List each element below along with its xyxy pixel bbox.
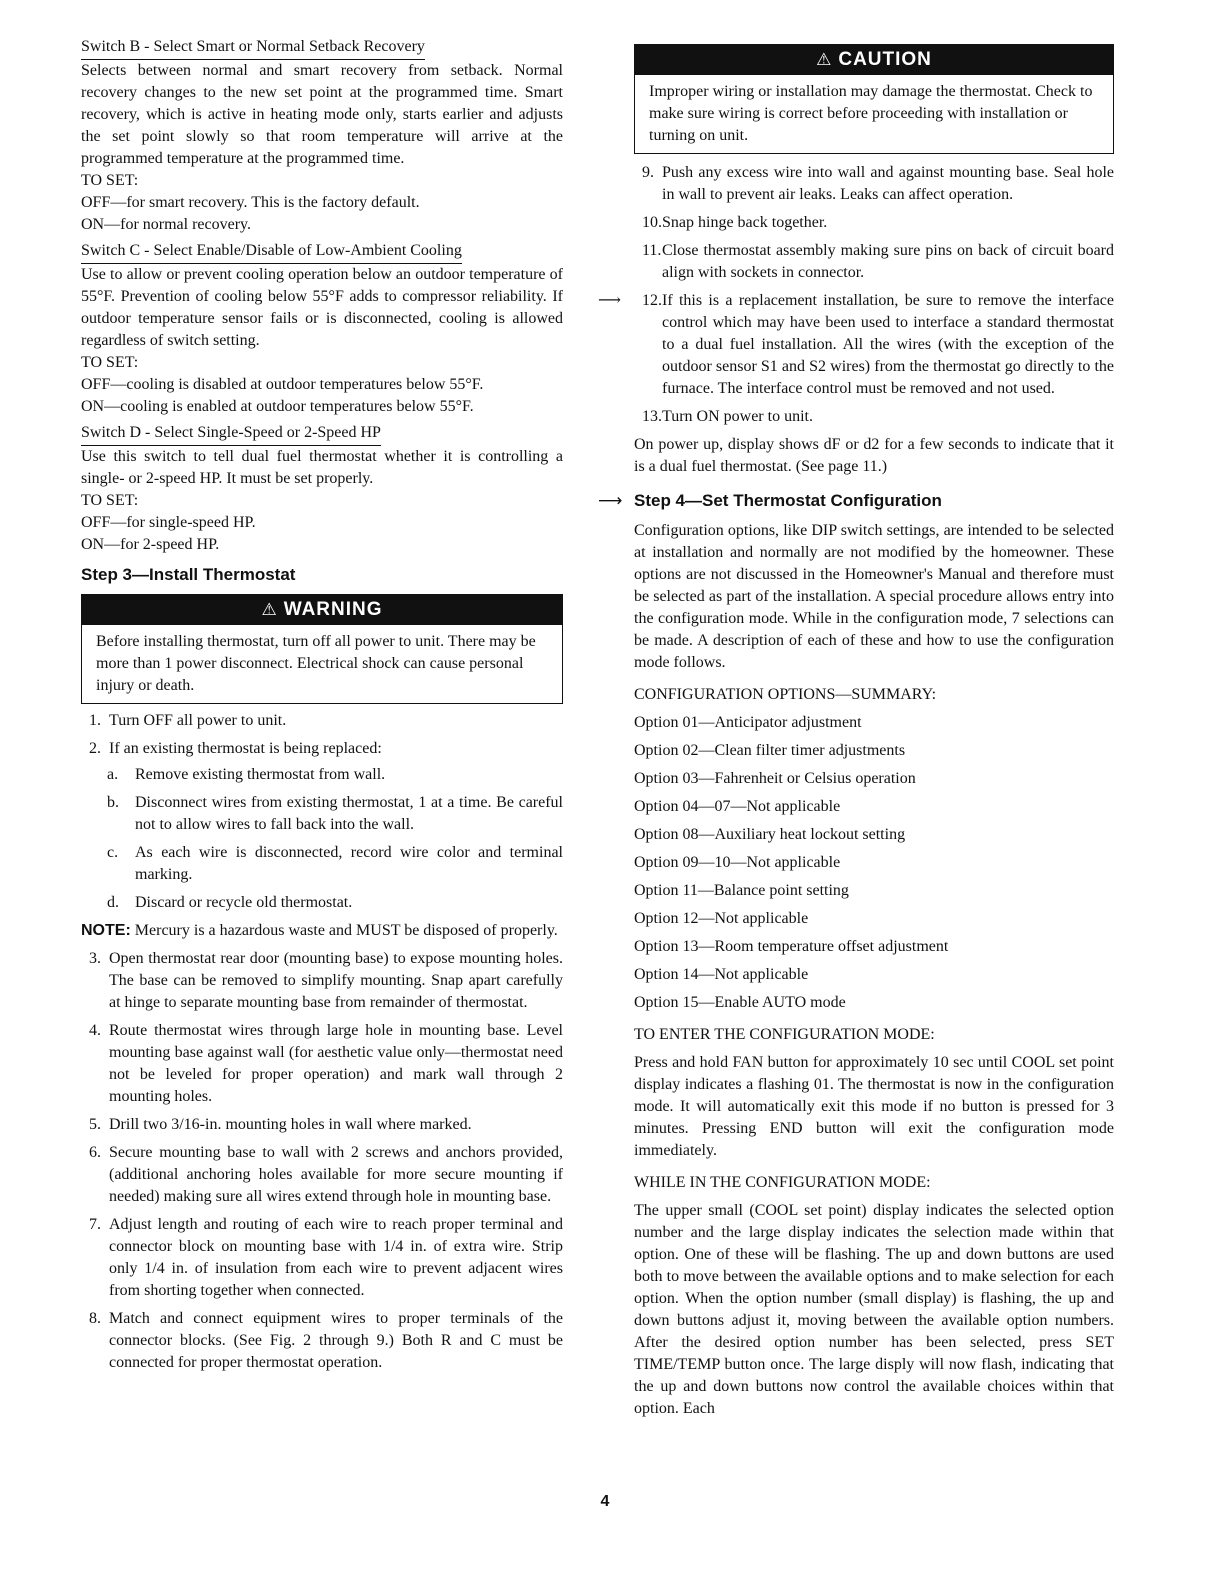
switch-b-to-set: TO SET: <box>81 172 139 189</box>
switch-b-off: OFF—for smart recovery. This is the factory default. <box>81 194 420 211</box>
list-item: 5. Drill two 3/16-in. mounting holes in wall where marked. <box>89 1116 472 1133</box>
switch-c-off: OFF—cooling is disabled at outdoor temperatures below 55°F. <box>81 376 484 393</box>
warning-label: WARNING <box>283 599 383 620</box>
list-item: b. Disconnect wires from existing thermostat, 1 at a time. Be careful not to allow wires to fall back into the wall. <box>107 794 563 833</box>
install-substeps <box>81 764 563 914</box>
page-number: 4 <box>600 1493 610 1510</box>
list-item: Option 11—Balance point setting <box>634 882 849 899</box>
revision-arrow-icon: ⟶ <box>598 292 621 309</box>
list-item: a. Remove existing thermostat from wall. <box>107 766 386 783</box>
list-item: Option 15—Enable AUTO mode <box>634 994 846 1011</box>
list-item: Option 02—Clean filter timer adjustments <box>634 742 906 759</box>
enter-config-heading: TO ENTER THE CONFIGURATION MODE: <box>634 1026 935 1043</box>
list-item: 10. Snap hinge back together. <box>642 214 828 231</box>
power-up-text: On power up, display shows dF or d2 for a few seconds to indicate that it is a dual fuel thermostat. (See page 11.) <box>634 436 1114 475</box>
mercury-note <box>81 920 563 942</box>
left-column <box>81 36 563 1380</box>
list-item: ⟶ 12. If this is a replacement installation, be sure to remove the interface control which may have been used to interface a standard thermostat to a dual fuel installation. All the wires (with the exception of the outdoor sensor S1 and S2 wires) from the thermostat go directly to the furnace. The interface control must be removed and not used. <box>598 292 1114 397</box>
list-item: 2. If an existing thermostat is being replaced: a. Remove existing thermostat from wall. b. Disconnect wires from existing thermostat, 1 at a time. Be careful not to allow wires to fall back into the wall. c. As each wire is disconnected, record wire color and terminal marking. d. Discard or recycle old thermostat. <box>81 738 563 914</box>
right-column <box>598 44 1114 1420</box>
list-item: 11. Close thermostat assembly making sure pins on back of circuit board align with sockets in connector. <box>642 242 1114 281</box>
note-text: Mercury is a hazardous waste and MUST be disposed of properly. <box>134 922 558 939</box>
switch-d-to-set: TO SET: <box>81 492 139 509</box>
note-label: NOTE: <box>81 922 131 939</box>
install-steps-3-8 <box>81 948 563 1374</box>
caution-bar <box>635 45 1113 75</box>
switch-d-on: ON—for 2-speed HP. <box>81 536 220 553</box>
switch-b-description: Selects between normal and smart recovery from setback. Normal recovery changes to the new set point at the programmed time. Smart recovery, which is active in heating mode only, starts earlier and adjusts the set point slowly so that room temperature will arrive at the programmed temperature at the programmed time. <box>81 62 563 167</box>
warning-bar <box>82 595 562 625</box>
while-config-text: The upper small (COOL set point) display indicates the selected option number and the large display indicates the selection made within that option. One of these will be flashing. The up and down buttons are used both to move between the available options and to make selection for each option. When the option number (small display) is flashing, the up and down buttons adjust it, moving between the available option numbers. After the desired option number has been selected, press SET TIME/TEMP button once. The large disply will now flash, indicating that the up and down buttons now control the available choices within that option. Each <box>634 1202 1114 1417</box>
list-item: 7. Adjust length and routing of each wire to reach proper terminal and connector block on mounting base with 1/4 in. of extra wire. Strip only 1/4 in. of insulation from each wire to prevent adjacent wires from shorting together when connected. <box>89 1216 563 1299</box>
while-config-heading: WHILE IN THE CONFIGURATION MODE: <box>634 1174 931 1191</box>
list-item: 3. Open thermostat rear door (mounting base) to expose mounting holes. The base can be removed to simplify mounting. Snap apart carefully at hinge to separate mounting base from remainder of thermostat. <box>89 950 563 1011</box>
switch-b-on: ON—for normal recovery. <box>81 216 252 233</box>
list-item: Option 03—Fahrenheit or Celsius operation <box>634 770 916 787</box>
caution-box <box>634 44 1114 154</box>
switch-c-on: ON—cooling is enabled at outdoor temperatures below 55°F. <box>81 398 474 415</box>
list-item: Option 04—07—Not applicable <box>634 798 841 815</box>
switch-c-heading: Switch C - Select Enable/Disable of Low-Ambient Cooling <box>81 240 462 264</box>
switch-d-description: Use this switch to tell dual fuel thermostat whether it is controlling a single- or 2-speed HP. It must be set properly. <box>81 448 563 487</box>
step-3-heading: Step 3—Install Thermostat <box>81 565 296 584</box>
switch-b-heading: Switch B - Select Smart or Normal Setback Recovery <box>81 36 425 60</box>
warning-box <box>81 594 563 704</box>
step-4-heading: ⟶ Step 4—Set Thermostat Configuration <box>598 491 942 510</box>
switch-d-heading: Switch D - Select Single-Speed or 2-Speed HP <box>81 422 381 446</box>
list-item: Option 14—Not applicable <box>634 966 809 983</box>
options-list <box>634 712 1114 1014</box>
enter-config-text: Press and hold FAN button for approximately 10 sec until COOL set point display indicates a flashing 01. The thermostat is now in the configuration mode. It will automatically exit this mode if no button is pressed for 3 minutes. Pressing END button will exit the configuration mode immediately. <box>634 1054 1114 1159</box>
list-item: Option 01—Anticipator adjustment <box>634 714 862 731</box>
install-steps-1-2 <box>81 710 563 914</box>
list-item: Option 13—Room temperature offset adjustment <box>634 938 949 955</box>
list-item: 6. Secure mounting base to wall with 2 screws and anchors provided, (additional anchoring holes available for more secure mounting if needed) making sure all wires extend through hole in mounting base. <box>89 1144 563 1205</box>
list-item: c. As each wire is disconnected, record wire color and terminal marking. <box>107 844 563 883</box>
switch-c-to-set: TO SET: <box>81 354 139 371</box>
switch-c-description: Use to allow or prevent cooling operation below an outdoor temperature of 55°F. Prevention of cooling below 55°F adds to compressor reliability. If outdoor temperature sensor fails or is disconnected, cooling is allowed regardless of switch setting. <box>81 266 563 349</box>
caution-label: CAUTION <box>838 49 932 70</box>
list-item: d. Discard or recycle old thermostat. <box>107 894 353 911</box>
revision-arrow-icon: ⟶ <box>598 491 623 510</box>
warning-text: Before installing thermostat, turn off all power to unit. There may be more than 1 power disconnect. Electrical shock can cause personal injury or death. <box>96 633 536 694</box>
list-item: 9. Push any excess wire into wall and against mounting base. Seal hole in wall to prevent air leaks. Leaks can affect operation. <box>642 164 1114 203</box>
list-item: 13. Turn ON power to unit. <box>642 408 813 425</box>
install-steps-9-13 <box>598 162 1114 428</box>
options-summary-heading: CONFIGURATION OPTIONS—SUMMARY: <box>634 686 937 703</box>
list-item: 8. Match and connect equipment wires to proper terminals of the connector blocks. (See Fig. 2 through 9.) Both R and C must be connected for proper thermostat operation. <box>89 1310 563 1371</box>
switch-d-off: OFF—for single-speed HP. <box>81 514 256 531</box>
warning-triangle-icon: ⚠ <box>261 600 278 619</box>
list-item: Option 08—Auxiliary heat lockout setting <box>634 826 906 843</box>
caution-triangle-icon: ⚠ <box>816 50 833 69</box>
list-item: Option 09—10—Not applicable <box>634 854 841 871</box>
step-4-description: Configuration options, like DIP switch settings, are intended to be selected at installation and normally are not modified by the homeowner. These options are not discussed in the Homeowner's Manual and therefore must be selected as part of the installation. A special procedure allows entry into the configuration mode. While in the configuration mode, 7 selections can be made. A description of each of these and how to use the configuration mode follows. <box>634 522 1114 671</box>
list-item: 4. Route thermostat wires through large hole in mounting base. Level mounting base against wall (for aesthetic value only—thermostat need not be leveled for proper operation) and mark wall through 2 mounting holes. <box>89 1022 563 1105</box>
list-item: 1. Turn OFF all power to unit. <box>89 712 287 729</box>
list-item: Option 12—Not applicable <box>634 910 809 927</box>
caution-text: Improper wiring or installation may damage the thermostat. Check to make sure wiring is correct before proceeding with installation or turning on unit. <box>649 83 1093 144</box>
